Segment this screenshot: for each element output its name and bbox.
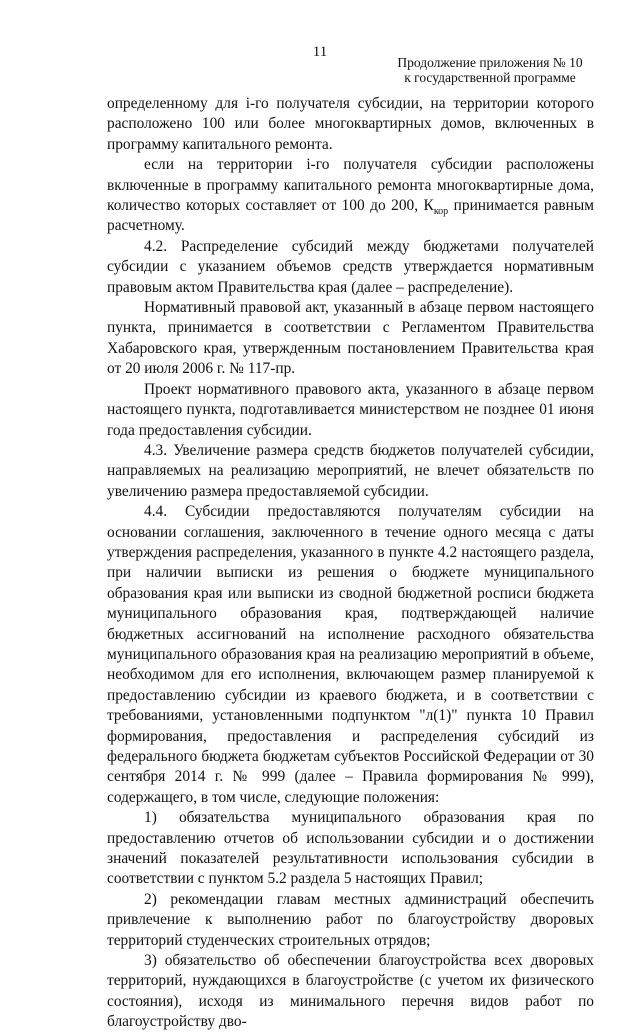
header-line-2: к государственной программе — [404, 70, 576, 85]
document-body — [107, 94, 594, 1033]
paragraph-10: 3) обязательство об обеспечении благоустройства всех дворовых территорий, нуждающихся в благоустройстве (с учетом их физического состояния), исходя из минимального перечня видов работ по благоустройству дво- — [107, 952, 594, 1031]
header-line-1: Продолжение приложения № 10 — [397, 55, 583, 70]
paragraph-1: определенному для i-го получателя субсидии, на территории которого расположено 100 или более многоквартирных домов, включенных в программу капитального ремонта. — [107, 95, 594, 153]
paragraph-5: Проект нормативного правового акта, указанного в абзаце первом настоящего пункта, подготавливается министерством не позднее 01 июня года предоставления субсидии. — [107, 380, 594, 439]
coefficient-subscript: кор — [433, 206, 449, 218]
paragraph-4: Нормативный правовой акт, указанный в абзаце первом настоящего пункта, принимается в соответствии с Регламентом Правительства Хабаровского края, утвержденным постановлением Правительства края от 20 июля 2006 г. № 117-пр. — [107, 299, 594, 378]
paragraph-2-text: если на территории i-го получателя субсидии расположены включенные в программу капитального ремонта многоквартирные дома, количество которых составляет от 100 до 200, К — [107, 156, 594, 215]
running-header — [390, 55, 590, 85]
paragraph-2 — [107, 155, 594, 237]
paragraph-6: 4.3. Увеличение размера средств бюджетов получателей субсидии, направляемых на реализацию мероприятий, не влечет обязательств по увеличению размера предоставляемой субсидии. — [107, 441, 594, 500]
page-number: 11 — [312, 44, 328, 60]
paragraph-8: 1) обязательства муниципального образования края по предоставлению отчетов об использовании субсидии и о достижении значений показателей результативности использования субсидии в соответствии с пунктом 5.2 раздела 5 настоящих Правил; — [107, 809, 594, 888]
paragraph-2-tail: принимается равным расчетному. — [107, 197, 594, 235]
paragraph-3: 4.2. Распределение субсидий между бюджетами получателей субсидии с указанием объемов средств утверждается нормативным правовым актом Правительства края (далее – распределение). — [107, 237, 594, 296]
paragraph-7: 4.4. Субсидии предоставляются получателям субсидии на основании соглашения, заключенного в течение одного месяца с даты утверждения распределения, указанного в пункте 4.2 настоящего раздела, при наличии выписки из решения о бюджете муниципального образования края или выписки из сводной бюджетной росписи бюджета муниципального образования края, подтверждающей наличие бюджетных ассигнований на исполнение расходного обязательства муниципального образования края на реализацию мероприятий в объеме, необходимом для его исполнения, включающем размер планируемой к предоставлению субсидии из краевого бюджета, и в соответствии с требованиями, установленными подпунктом "л(1)" пункта 10 Правил формирования, предоставления и распределения субсидий из федерального бюджета бюджетам субъектов Российской Федерации от 30 сентября 2014 г. № 999 (далее – Правила формирования № 999), содержащего, в том числе, следующие положения: — [107, 503, 594, 806]
paragraph-9: 2) рекомендации главам местных администраций обеспечить привлечение к выполнению работ по благоустройству дворовых территорий студенческих строительных отрядов; — [107, 890, 594, 949]
